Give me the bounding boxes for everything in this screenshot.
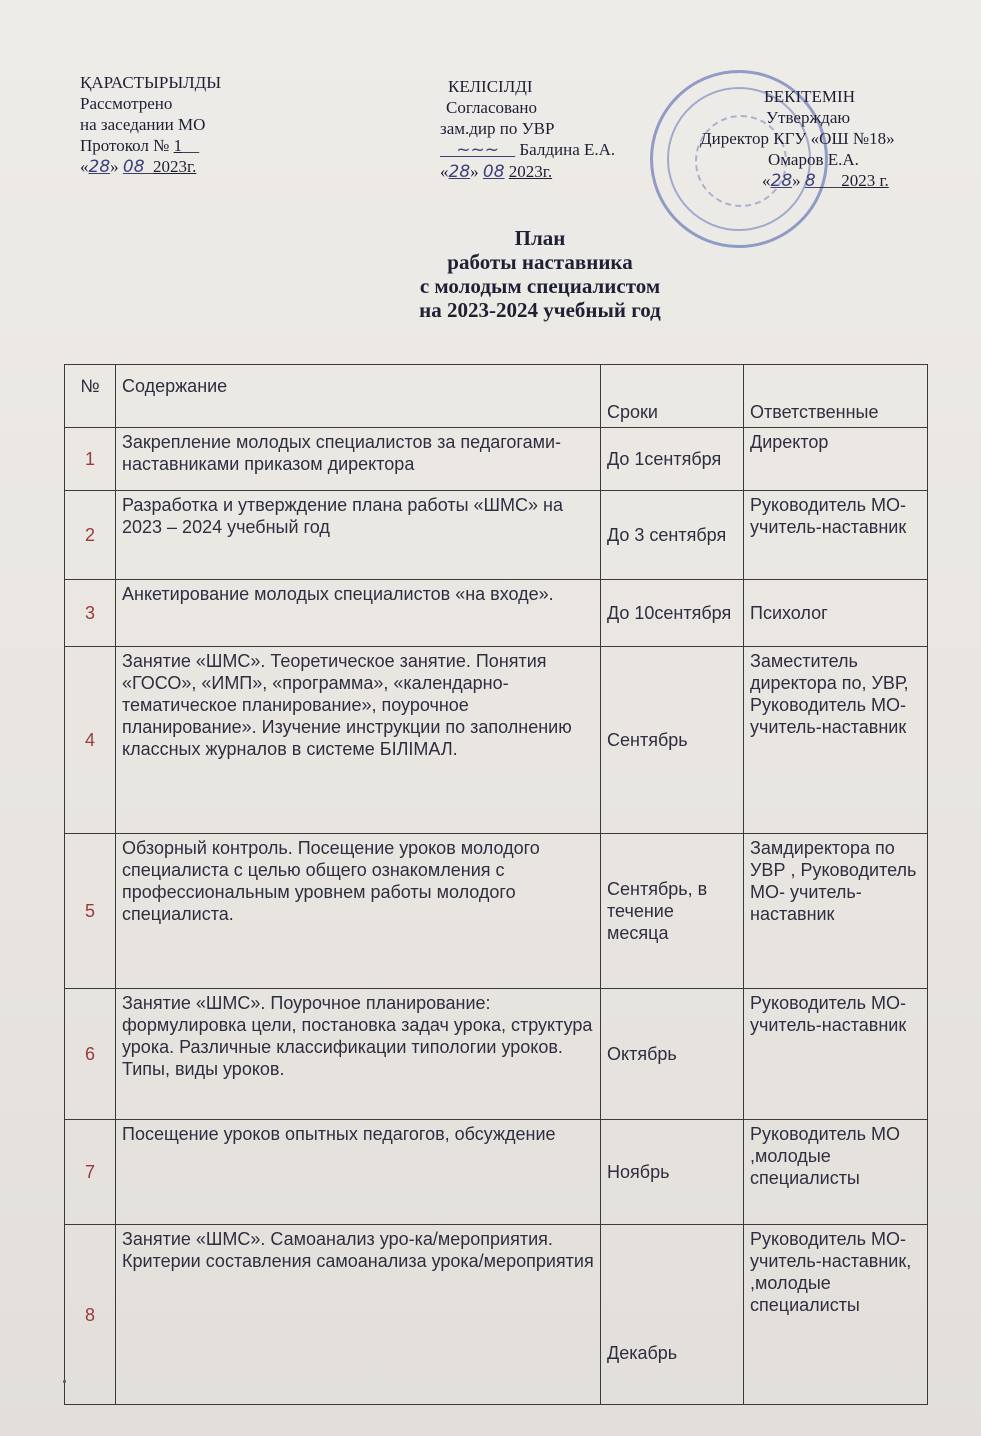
row-responsible: Руководитель МО- учитель-наставник <box>744 989 928 1120</box>
row-responsible: Директор <box>744 428 928 491</box>
row-responsible: Замдиректора по УВР , Руководитель МО- учитель-наставник <box>744 834 928 989</box>
header-responsible: Ответственные <box>744 365 928 428</box>
approved-position: Директор КГУ «ОШ №18» <box>700 129 895 148</box>
approval-block-approved <box>700 86 895 192</box>
row-content: Разработка и утверждение плана работы «ШМС» на 2023 – 2024 учебный год <box>116 491 601 580</box>
row-term: Декабрь <box>601 1225 744 1405</box>
reviewed-ru: Рассмотрено <box>80 94 173 113</box>
approved-date: «28» 8___2023 г. <box>762 171 889 191</box>
agreed-ru: Согласовано <box>446 98 537 117</box>
table-row <box>65 834 928 989</box>
row-content: Посещение уроков опытных педагогов, обсуждение <box>116 1120 601 1225</box>
row-responsible: Заместитель директора по, УВР, Руководитель МО- учитель-наставник <box>744 647 928 834</box>
title-line-4: на 2023-2024 учебный год <box>419 298 661 322</box>
header-num: № <box>65 365 116 428</box>
agreed-position: зам.дир по УВР <box>440 119 555 138</box>
table-row <box>65 989 928 1120</box>
agreed-kz: КЕЛІСІЛДІ <box>448 77 533 96</box>
table-row <box>65 1225 928 1405</box>
row-content: Занятие «ШМС». Теоретическое занятие. Понятия «ГОСО», «ИМП», «программа», «календарно-тематическое планирование», поурочное планирование». Изучение инструкции по заполнению классных журналов в системе БІЛІМАЛ. <box>116 647 601 834</box>
row-num: 7 <box>65 1120 116 1225</box>
row-num: 2 <box>65 491 116 580</box>
approval-block-agreed <box>440 76 615 183</box>
row-content: Занятие «ШМС». Поурочное планирование: формулировка цели, постановка задач урока, структура урока. Различные классификации типологии уроков. Типы, виды уроков. <box>116 989 601 1120</box>
table-row <box>65 1120 928 1225</box>
row-content: Занятие «ШМС». Самоанализ уро-ка/мероприятия. Критерии составления самоанализа урока/мероприятия <box>116 1225 601 1405</box>
row-responsible: Руководитель МО ,молодые специалисты <box>744 1120 928 1225</box>
row-num: 6 <box>65 989 116 1120</box>
protocol-line: Протокол № 1__ <box>80 136 200 155</box>
row-num: 8 <box>65 1225 116 1405</box>
row-content: Анкетирование молодых специалистов «на входе». <box>116 580 601 647</box>
reviewed-meeting: на заседании МО <box>80 115 206 134</box>
row-num: 3 <box>65 580 116 647</box>
row-term: До 3 сентября <box>601 491 744 580</box>
table-header-row <box>65 365 928 428</box>
row-num: 5 <box>65 834 116 989</box>
title-line-3: с молодым специалистом <box>419 274 661 298</box>
table-row <box>65 428 928 491</box>
protocol-number: 1 <box>173 136 183 155</box>
row-content: Обзорный контроль. Посещение уроков молодого специалиста с целью общего ознакомления с профессиональным уровнем работы молодого специалиста. <box>116 834 601 989</box>
header-term: Сроки <box>601 365 744 428</box>
mentor-plan-table <box>64 364 928 1405</box>
agreed-date: «28» 08 2023г. <box>440 162 553 182</box>
signature: ~~~ <box>440 140 516 160</box>
approved-kz: БЕКІТЕМІН <box>764 87 855 106</box>
table-row <box>65 491 928 580</box>
row-responsible: Руководитель МО- учитель-наставник <box>744 491 928 580</box>
reviewed-date: «28» 08_2023г. <box>80 157 197 177</box>
row-term: До 1сентября <box>601 428 744 491</box>
row-content: Закрепление молодых специалистов за педагогами-наставниками приказом директора <box>116 428 601 491</box>
approved-ru: Утверждаю <box>766 108 851 127</box>
title-line-2: работы наставника <box>447 250 633 274</box>
row-num: 4 <box>65 647 116 834</box>
row-num: 1 <box>65 428 116 491</box>
reviewed-kz: ҚАРАСТЫРЫЛДЫ <box>80 73 222 92</box>
row-term: Октябрь <box>601 989 744 1120</box>
row-term: Сентябрь, в течение месяца <box>601 834 744 989</box>
row-responsible: Психолог <box>744 580 928 647</box>
title-line-1: План <box>514 226 566 250</box>
approved-name: Омаров Е.А. <box>768 150 859 169</box>
row-term: До 10сентября <box>601 580 744 647</box>
agreed-signature-line: ~~~ Балдина Е.А. <box>440 140 616 160</box>
page-speck <box>63 1380 66 1383</box>
row-responsible: Руководитель МО- учитель-наставник, ,молодые специалисты <box>744 1225 928 1405</box>
row-term: Ноябрь <box>601 1120 744 1225</box>
row-term: Сентябрь <box>601 647 744 834</box>
document-title <box>300 226 780 322</box>
approval-block-reviewed <box>80 72 221 178</box>
table-row <box>65 580 928 647</box>
header-content: Содержание <box>116 365 601 428</box>
table-row <box>65 647 928 834</box>
